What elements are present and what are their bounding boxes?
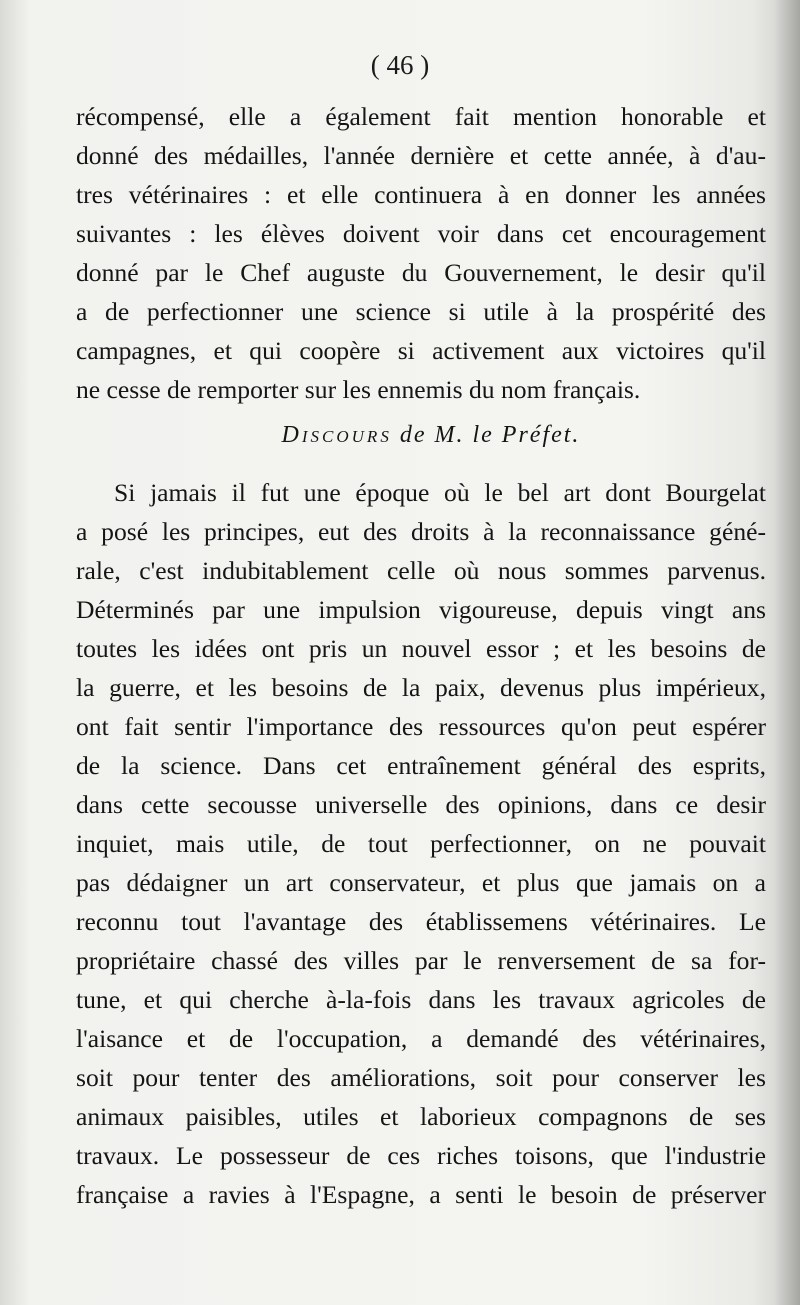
text-line: tune, et qui cherche à-la-fois dans les travaux agricoles de xyxy=(76,985,766,1014)
text-line: dans cette secousse universelle des opinions, dans ce desir xyxy=(76,790,766,819)
text-block xyxy=(76,97,766,1214)
text-line: l'aisance et de l'occupation, a demandé des vétérinaires, xyxy=(76,1024,766,1053)
text-line: ne cesse de remporter sur les ennemis du nom français. xyxy=(76,375,641,404)
paragraph-1 xyxy=(76,97,766,409)
text-line: la guerre, et les besoins de la paix, devenus plus impérieux, xyxy=(76,673,766,702)
section-heading xyxy=(76,409,766,461)
text-line: française a ravies à l'Espagne, a senti le besoin de préserver xyxy=(76,1180,766,1209)
text-line: travaux. Le possesseur de ces riches toisons, que l'industrie xyxy=(76,1141,766,1170)
page-edge-shadow xyxy=(774,0,800,1305)
text-line: toutes les idées ont pris un nouvel essor ; et les besoins de xyxy=(76,634,766,663)
text-line: récompensé, elle a également fait mention honorable et xyxy=(76,102,766,131)
text-line: reconnu tout l'avantage des établissemens vétérinaires. Le xyxy=(76,907,766,936)
text-line: animaux paisibles, utiles et laborieux compagnons de ses xyxy=(76,1102,766,1131)
text-line: ont fait sentir l'importance des ressources qu'on peut espérer xyxy=(76,712,766,741)
text-line: Déterminés par une impulsion vigoureuse, depuis vingt ans xyxy=(76,595,766,624)
heading-rest: de M. le Préfet. xyxy=(399,422,581,448)
text-line: donné par le Chef auguste du Gouvernement, le desir qu'il xyxy=(76,258,766,287)
text-line: campagnes, et qui coopère si activement aux victoires qu'il xyxy=(76,336,766,365)
paragraph-2 xyxy=(76,473,766,1214)
text-line: suivantes : les élèves doivent voir dans cet encouragement xyxy=(76,219,766,248)
text-line: Si jamais il fut une époque où le bel art dont Bourgelat xyxy=(114,478,766,507)
page-number: ( 46 ) xyxy=(370,50,430,80)
text-line: pas dédaigner un art conservateur, et plus que jamais on a xyxy=(76,868,766,897)
text-line: donné des médailles, l'année dernière et cette année, à d'au- xyxy=(76,141,766,170)
text-line: de la science. Dans cet entraînement général des esprits, xyxy=(76,751,766,780)
heading-prefix: Discours xyxy=(281,422,392,448)
text-line: soit pour tenter des améliorations, soit pour conserver les xyxy=(76,1063,766,1092)
text-line: inquiet, mais utile, de tout perfectionner, on ne pouvait xyxy=(76,829,766,858)
text-line: a de perfectionner une science si utile à la prospérité des xyxy=(76,297,766,326)
text-line: tres vétérinaires : et elle continuera à en donner les années xyxy=(76,180,766,209)
text-line: propriétaire chassé des villes par le renversement de sa for- xyxy=(76,946,766,975)
text-line: a posé les principes, eut des droits à la reconnaissance géné- xyxy=(76,517,766,546)
text-line: rale, c'est indubitablement celle où nous sommes parvenus. xyxy=(76,556,766,585)
gutter-shadow xyxy=(0,0,30,1305)
